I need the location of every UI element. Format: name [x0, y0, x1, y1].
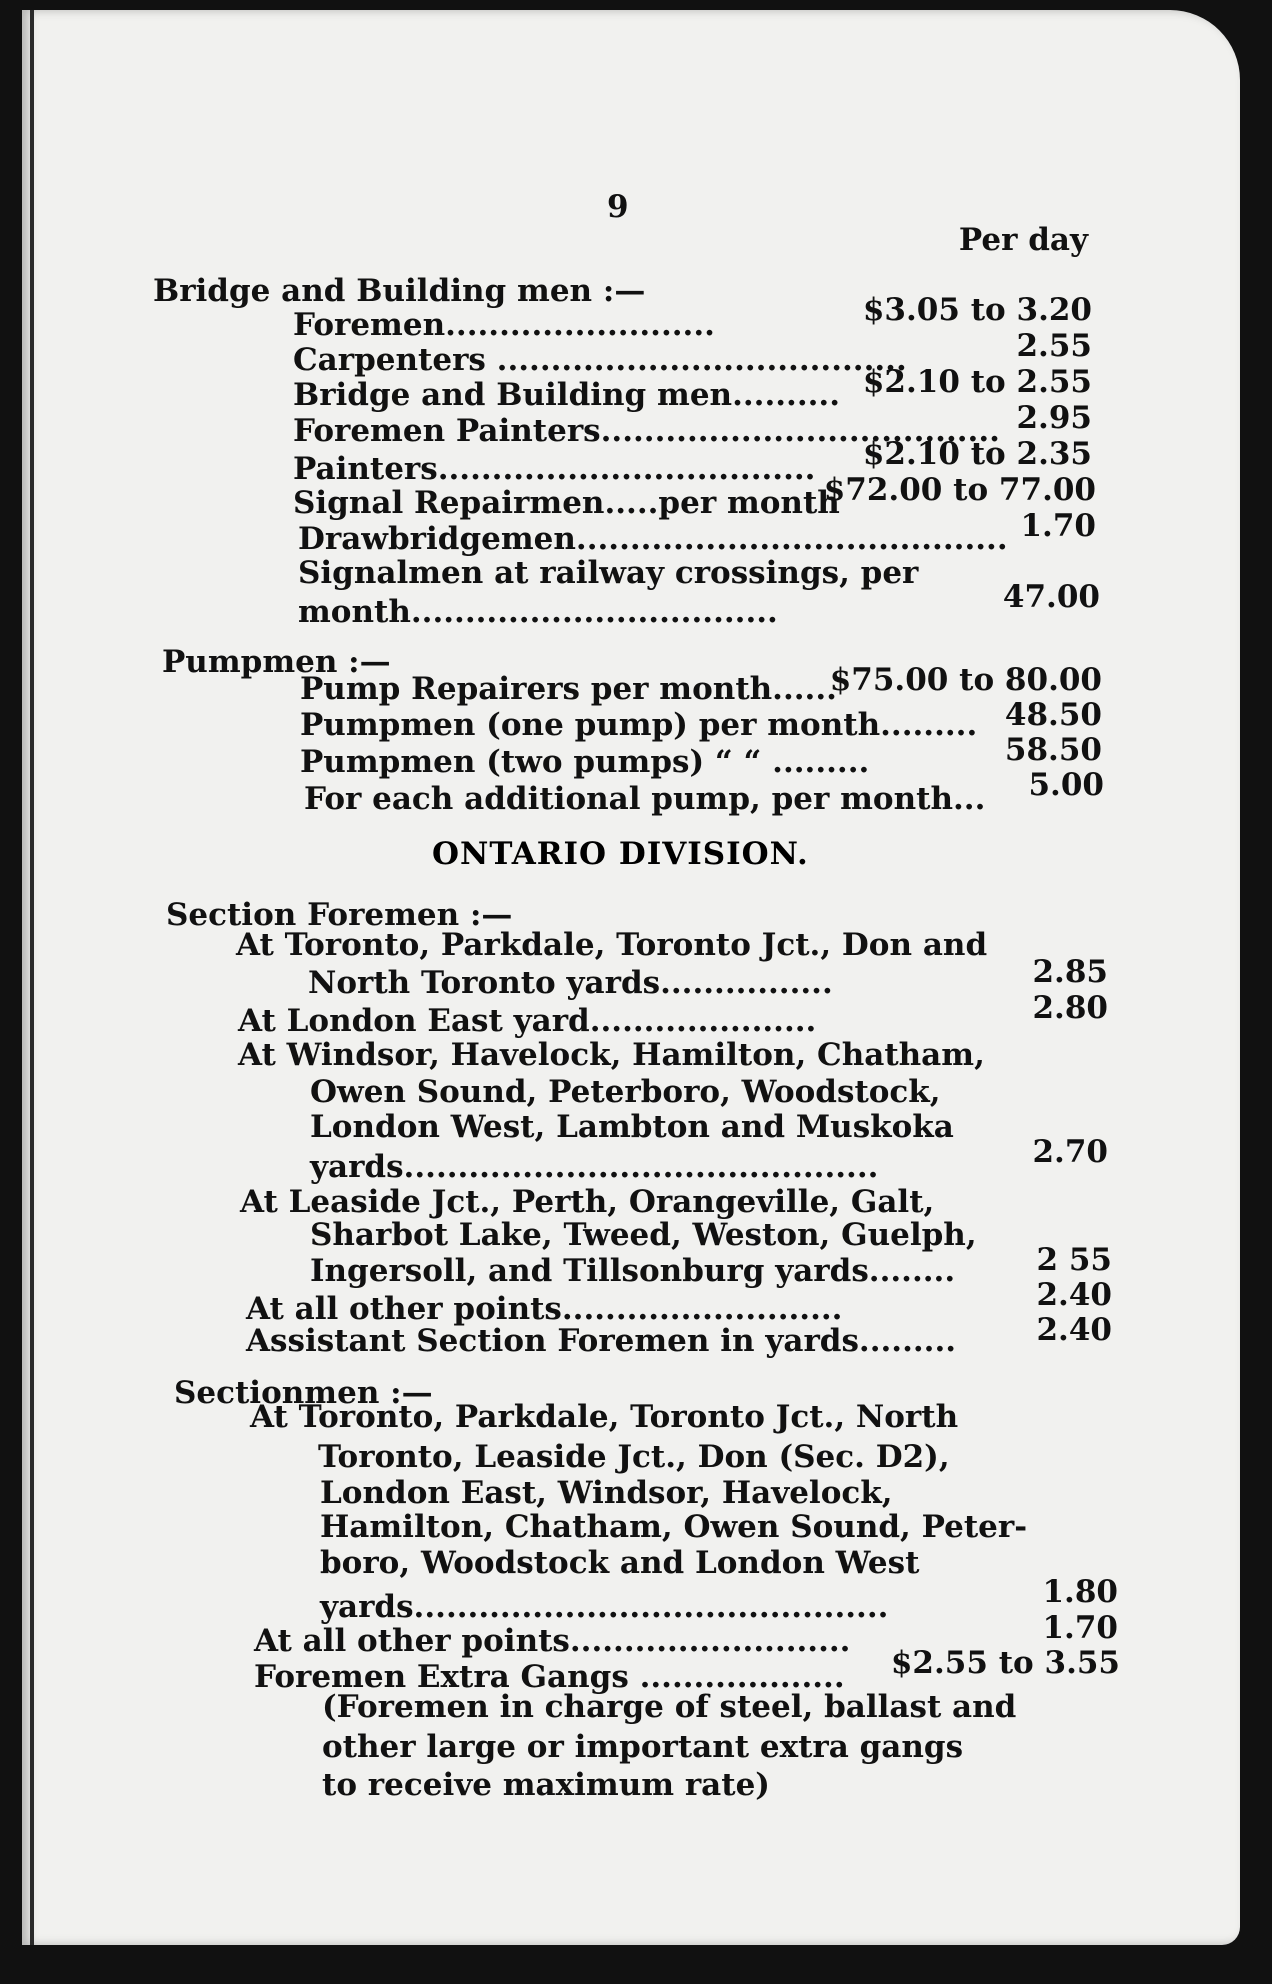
bridge-row-label: Carpenters ......................................	[293, 342, 907, 378]
section-foremen-rate: 2.85	[1032, 954, 1108, 990]
bridge-row-label: Signal Repairmen.....per month	[293, 485, 840, 521]
bridge-row-label: Foremen.........................	[293, 307, 715, 343]
section-foremen-line: North Toronto yards................	[308, 965, 833, 1001]
bridge-row-rate: $2.10 to 2.35	[862, 436, 1092, 472]
bridge-row-rate: $2.10 to 2.55	[862, 364, 1092, 400]
pumpmen-row-label: For each additional pump, per month...	[304, 781, 986, 817]
section-foremen-line: Owen Sound, Peterboro, Woodstock,	[310, 1074, 941, 1110]
section-foremen-line: At Toronto, Parkdale, Toronto Jct., Don and	[236, 927, 988, 963]
section-foremen-rate: 2.70	[1032, 1134, 1108, 1170]
bridge-heading: Bridge and Building men :—	[153, 273, 646, 309]
section-foremen-line: London West, Lambton and Muskoka	[310, 1109, 954, 1145]
section-foremen-line: yards............................................	[310, 1149, 879, 1185]
section-foremen-rate: 2 55	[1036, 1242, 1112, 1278]
sectionmen-note-line: to receive maximum rate)	[322, 1767, 770, 1803]
bridge-row-rate: $72.00 to 77.00	[823, 472, 1096, 508]
pumpmen-row-rate: 5.00	[1028, 767, 1104, 803]
sectionmen-line: yards............................................	[320, 1589, 889, 1625]
section-foremen-line: At all other points..........................	[246, 1291, 843, 1327]
section-foremen-line: Ingersoll, and Tillsonburg yards........	[310, 1253, 956, 1289]
bridge-row-rate: 1.70	[1020, 508, 1096, 544]
pumpmen-row-rate: 48.50	[1004, 697, 1102, 733]
bridge-row-rate: $3.05 to 3.20	[862, 292, 1092, 328]
sectionmen-line: Foremen Extra Gangs ...................	[254, 1659, 845, 1695]
section-foremen-line: Sharbot Lake, Tweed, Weston, Guelph,	[310, 1217, 977, 1253]
sectionmen-note-line: (Foremen in charge of steel, ballast and	[322, 1689, 1017, 1725]
section-foremen-line: Assistant Section Foremen in yards.........	[246, 1323, 957, 1359]
bridge-row-rate: 2.55	[1016, 328, 1092, 364]
page-number: 9	[607, 189, 629, 225]
pumpmen-row-label: Pumpmen (two pumps) “ “ .........	[300, 744, 870, 780]
section-foremen-line: At Windsor, Havelock, Hamilton, Chatham,	[238, 1037, 985, 1073]
section-foremen-heading: Section Foremen :—	[166, 897, 513, 933]
bridge-row-label: Drawbridgemen........................................	[298, 521, 1008, 557]
sectionmen-rate: 1.70	[1042, 1610, 1118, 1646]
bridge-row-rate: 2.95	[1016, 400, 1092, 436]
bridge-row-label: Painters...................................	[293, 451, 816, 487]
section-foremen-line: At Leaside Jct., Perth, Orangeville, Galt,	[240, 1184, 935, 1220]
bridge-row-label: Bridge and Building men..........	[293, 377, 841, 413]
pumpmen-row-rate: $75.00 to 80.00	[829, 662, 1102, 698]
bridge-row-label: month..................................	[298, 594, 778, 630]
per-day-header: Per day	[958, 222, 1088, 258]
section-foremen-rate: 2.40	[1036, 1277, 1112, 1313]
pumpmen-heading: Pumpmen :—	[162, 644, 391, 680]
sectionmen-rate: 1.80	[1042, 1574, 1118, 1610]
sectionmen-line: boro, Woodstock and London West	[320, 1545, 920, 1581]
pumpmen-row-label: Pumpmen (one pump) per month.........	[300, 707, 978, 743]
sectionmen-note-line: other large or important extra gangs	[322, 1729, 964, 1765]
sectionmen-line: Hamilton, Chatham, Owen Sound, Peter-	[320, 1509, 1028, 1545]
bridge-row-label: Signalmen at railway crossings, per	[298, 555, 919, 591]
pumpmen-row-label: Pump Repairers per month......	[300, 671, 837, 707]
section-foremen-line: At London East yard.....................	[238, 1003, 817, 1039]
section-foremen-rate: 2.80	[1032, 990, 1108, 1026]
sectionmen-line: At all other points..........................	[254, 1623, 851, 1659]
sectionmen-line: Toronto, Leaside Jct., Don (Sec. D2),	[318, 1439, 950, 1475]
bridge-row-rate: 47.00	[1002, 579, 1100, 615]
bridge-row-label: Foremen Painters.....................................	[293, 413, 1000, 449]
section-foremen-rate: 2.40	[1036, 1312, 1112, 1348]
sectionmen-line: London East, Windsor, Havelock,	[320, 1475, 893, 1511]
sectionmen-heading: Sectionmen :—	[174, 1375, 433, 1411]
pumpmen-row-rate: 58.50	[1004, 732, 1102, 768]
page-binding-edge	[30, 10, 34, 1945]
division-heading: ONTARIO DIVISION.	[432, 836, 809, 872]
sectionmen-rate: $2.55 to 3.55	[890, 1645, 1120, 1681]
sectionmen-line: At Toronto, Parkdale, Toronto Jct., North	[250, 1399, 959, 1435]
